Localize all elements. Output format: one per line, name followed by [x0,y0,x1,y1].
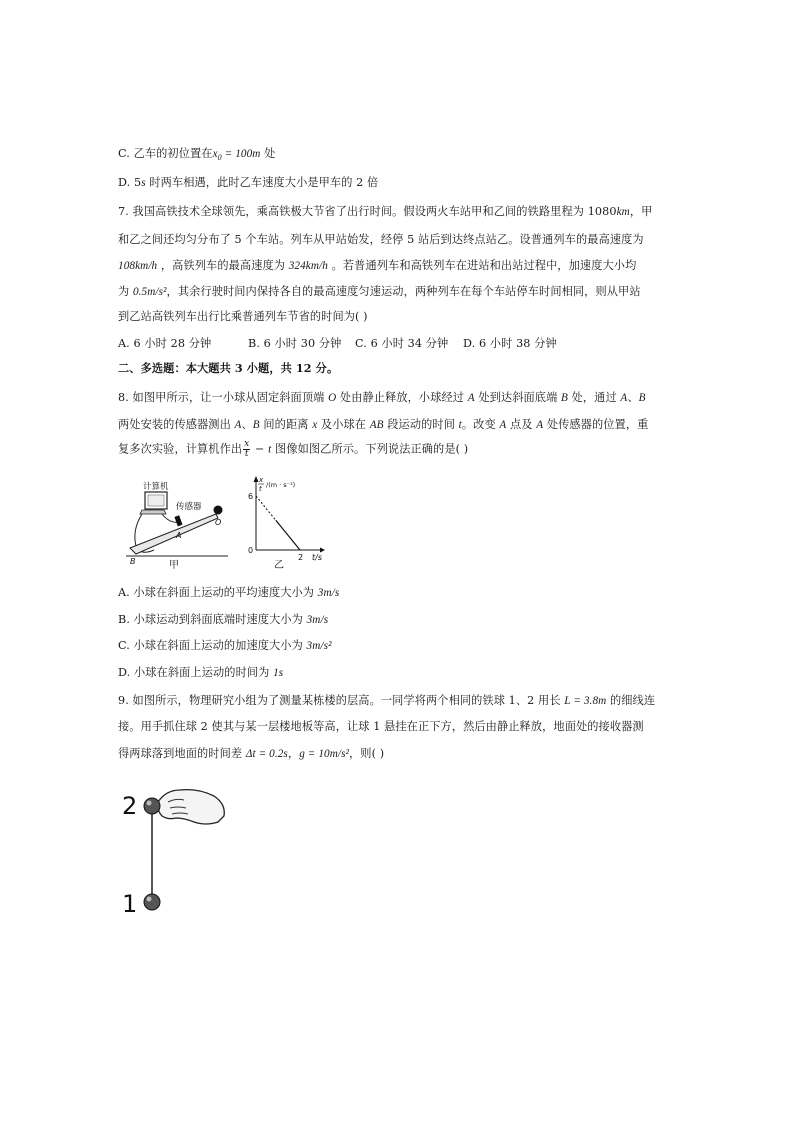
ball-1-highlight [147,897,152,902]
y-tick-6: 6 [248,492,254,501]
y-axis-label-den: t [259,485,262,493]
q6-c-math: x [212,148,218,160]
ball-2-highlight [147,801,152,806]
q9-line3: 得两球落到地面的时间差 Δt = 0.2s，g = 10m/s²，则( ) [118,747,385,760]
q6-c-sub: 0 [217,153,222,163]
label-b: B [130,557,136,566]
q7-option-c: C. 6 小时 34 分钟 [355,337,449,350]
section-heading-multiple-choice: 二、多选题：本大题共 3 小题，共 12 分。 [118,361,339,375]
q6-option-c: C. 乙车的初位置在$x_0 = 100m$ 处 [118,147,276,163]
label-sensor: 传感器 [176,502,202,512]
label-ball-1: 1 [122,890,138,918]
q7-option-a: A. 6 小时 28 分钟 [118,337,212,350]
y-axis-unit: /(m · s⁻¹) [266,481,296,489]
xt-fraction: $\frac{x}{t}$ [244,439,250,459]
hand-icon [158,790,224,824]
origin-label: 0 [248,546,254,555]
q9-line2: 接。用手抓住球 2 使其与某一层楼地板等高，让球 1 悬挂在正下方，然后由静止释放，地面处的接收器测 [118,720,644,733]
x-tick-2: 2 [298,553,304,562]
computer-base [140,510,166,514]
label-ball-2: 2 [122,792,138,820]
figure-hand-two-balls [118,782,228,918]
q8-line3: 复多次实验，计算机作出 $\frac{x}{t}$ − t 图像如图乙所示。下列说法正确的是( ) [118,439,469,459]
q7-line4: 为 0.5m/s²，其余行驶时间内保持各自的最高速度匀速运动，两种列车在每个车站停车时间相同，则从甲站 [118,285,641,298]
q7-line5: 到乙站高铁列车出行比乘普通列车节省的时间为( ) [118,310,368,323]
q8-option-a: A. 小球在斜面上运动的平均速度大小为 3m/s [118,586,340,599]
x-axis-label: t/s [312,553,322,562]
q7-line3: 108km/h ，高铁列车的最高速度为 324km/h 。若普通列车和高铁列车在进站和出站过程中，加速度大小均 [118,259,637,272]
q7-option-d: D. 6 小时 38 分钟 [463,337,557,350]
q6-c-eq: = 100m [221,148,261,160]
q8-line2: 两处安装的传感器测出 A、B 间的距离 x 及小球在 AB 段运动的时间 t。改变 A 点及 A 处传感器的位置，重 [118,418,649,431]
figure-xt-t-graph [240,474,340,572]
series-line [276,520,300,550]
label-computer: 计算机 [143,482,169,492]
figure-b-caption: 乙 [274,560,284,571]
q7-option-b: B. 6 小时 30 分钟 [248,337,342,350]
label-a: A [176,531,182,540]
q7-options [118,335,557,351]
y-axis-arrow [254,476,259,482]
ball-2-icon [144,798,160,814]
y-axis-label-num: x [259,476,264,484]
sensor-a [174,515,182,526]
q8-line1: 8. 如图甲所示，让一小球从固定斜面顶端 O 处由静止释放，小球经过 A 处到达斜面底端 B 处，通过 A、B [118,391,646,404]
ball-1-icon [144,894,160,910]
q8-option-c: C. 小球在斜面上运动的加速度大小为 3m/s² [118,639,332,652]
computer-screen [148,495,164,506]
incline-ramp [130,514,218,554]
q9-line1: 9. 如图所示，物理研究小组为了测量某栋楼的层高。一同学将两个相同的铁球 1、2 用长 L = 3.8m 的细线连 [118,694,656,707]
q6-option-d: D. 5s 时两车相遇，此时乙车速度大小是甲车的 2 倍 [118,176,379,189]
q8-option-d: D. 小球在斜面上运动的时间为 1s [118,666,284,679]
x-axis-arrow [320,548,325,553]
q7-line2: 和乙之间还均匀分布了 5 个车站。列车从甲站始发，经停 5 站后到达终点站乙。设普通列车的最高速度为 [118,233,644,246]
series-line-dashed [256,496,276,520]
figure-a-caption: 甲 [169,560,180,571]
q8-option-b: B. 小球运动到斜面底端时速度大小为 3m/s [118,613,329,626]
ball-at-o-icon [214,506,223,515]
q7-line1: 7. 我国高铁技术全球领先，乘高铁极大节省了出行时间。假设两火车站甲和乙间的铁路里程为 1080km，甲 [118,205,653,218]
label-o: O [215,518,222,527]
